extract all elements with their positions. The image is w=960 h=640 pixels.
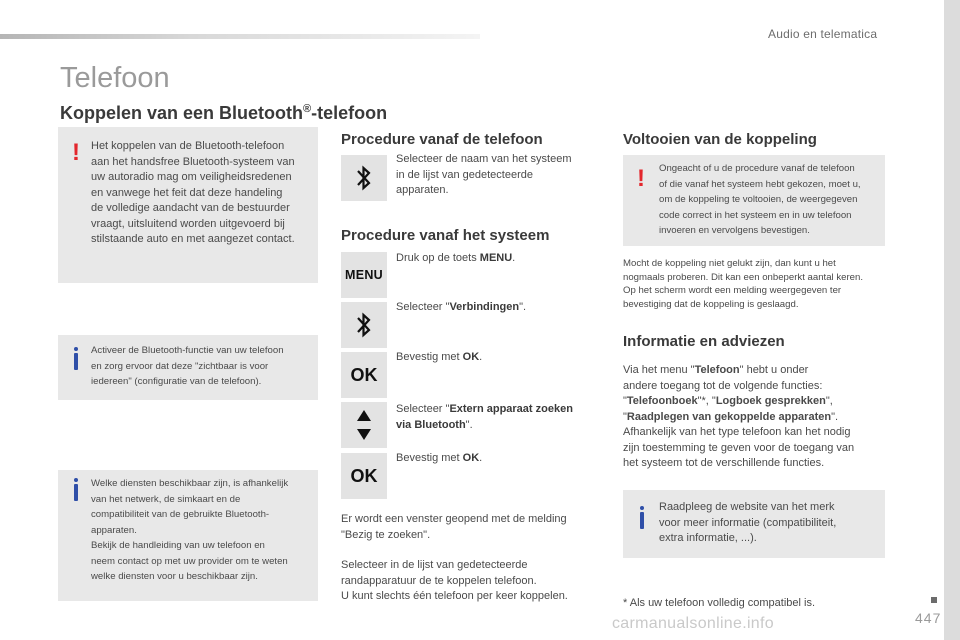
info-text-activate: Activeer de Bluetooth-functie van uw telefoon en zorg ervoor dat deze "zichtbaar is voor iedereen" (configuratie van de telefoon). — [91, 345, 284, 387]
bluetooth-key — [341, 155, 387, 201]
info-icon — [74, 484, 78, 501]
main-heading: Koppelen van een Bluetooth®-telefoon — [60, 103, 388, 123]
warning-icon: ! — [72, 139, 80, 166]
ok-key-label: OK — [350, 364, 378, 385]
page-marker — [931, 597, 937, 603]
warning-box-safety — [58, 127, 318, 283]
bluetooth-key — [341, 302, 387, 348]
select-paragraph: Selecteer in de lijst van gedetecteerde randapparatuur de te koppelen telefoon. U kunt slechts één telefoon per keer koppelen. — [341, 559, 568, 602]
warning-box-code — [623, 155, 885, 246]
menu-key — [341, 252, 387, 298]
warning-icon: ! — [637, 165, 645, 192]
arrow-up-down-icon — [354, 407, 374, 443]
warning-text-safety: Het koppelen van de Bluetooth-telefoon aan het handsfree Bluetooth-systeem van uw autoradio mag om veiligheidsredenen en vanwege het feit dat deze handeling de volledige aandacht van de bestuurder vraagt, uitsluitend worden uitgevoerd bij stilstaande auto en met aangezet contact. — [91, 140, 295, 245]
warning-text-code: Ongeacht of u de procedure vanaf de telefoon of die vanaf het systeem hebt gekozen, moet u, om de koppeling te voltooien, de weergegeven code correct in het systeem en in uw telefoon invoeren en vervolgens bevestigen. — [659, 163, 861, 236]
menu-key-label: MENU — [344, 268, 383, 282]
header-rule — [0, 34, 480, 39]
watermark: carmanualsonline.info — [612, 615, 774, 632]
step-5: Bevestig met OK. — [396, 452, 483, 464]
step-1: Druk op de toets MENU. — [396, 252, 516, 264]
info-box-activate — [58, 335, 318, 400]
page-number: 447 — [915, 610, 942, 626]
complete-pairing-heading: Voltooien van de koppeling — [623, 131, 817, 148]
info-box-services — [58, 470, 318, 601]
step-2: Selecteer "Verbindingen". — [396, 301, 527, 313]
bluetooth-icon — [355, 310, 373, 340]
step-3: Bevestig met OK. — [396, 351, 483, 363]
info-text-website: Raadpleeg de website van het merk voor meer informatie (compatibiliteit, extra informatie, ...). — [659, 501, 837, 544]
procedure-phone-text: Selecteer de naam van het systeem in de lijst van gedetecteerde apparaten. — [396, 153, 572, 196]
ok-key — [341, 352, 387, 398]
bluetooth-icon — [355, 163, 373, 193]
info-advice-heading: Informatie en adviezen — [623, 333, 785, 350]
ok-key — [341, 453, 387, 499]
info-icon — [640, 512, 644, 529]
pairing-failed-text: Mocht de koppeling niet gelukt zijn, dan kunt u het nogmaals proberen. Dit kan een onbeperkt aantal keren. Op het scherm wordt een melding weergegeven ter bevestiging dat de koppeling is geslaagd. — [623, 258, 863, 310]
searching-paragraph: Er wordt een venster geopend met de melding "Bezig te zoeken". — [341, 513, 567, 541]
info-icon — [74, 353, 78, 370]
arrow-keys — [341, 402, 387, 448]
procedure-system-heading: Procedure vanaf het systeem — [341, 227, 550, 244]
info-advice-text: Via het menu "Telefoon" hebt u onder andere toegang tot de volgende functies: "Telefoonboek"*, "Logboek gesprekken", "Raadplegen van gekoppelde apparaten". Afhankelijk van het type telefoon kan het nodig zijn toestemming te geven voor de toegang van het systeem tot de verschillende functies. — [623, 364, 855, 469]
step-4: Selecteer "Extern apparaat zoeken via Bluetooth". — [396, 403, 573, 431]
footnote: * Als uw telefoon volledig compatibel is. — [623, 597, 815, 609]
procedure-phone-heading: Procedure vanaf de telefoon — [341, 131, 543, 148]
section-label: Audio en telematica — [768, 27, 878, 41]
page-title: Telefoon — [60, 62, 170, 94]
info-text-services: Welke diensten beschikbaar zijn, is afhankelijk van het netwerk, de simkaart en de compatibiliteit van de gebruikte Bluetooth- apparaten. Bekijk de handleiding van uw telefoon en neem contact op met uw provider om te weten welke diensten voor u beschikbaar zijn. — [91, 478, 289, 582]
page-edge-strip — [944, 0, 960, 640]
info-box-website — [623, 490, 885, 558]
ok-key-label: OK — [350, 465, 378, 486]
